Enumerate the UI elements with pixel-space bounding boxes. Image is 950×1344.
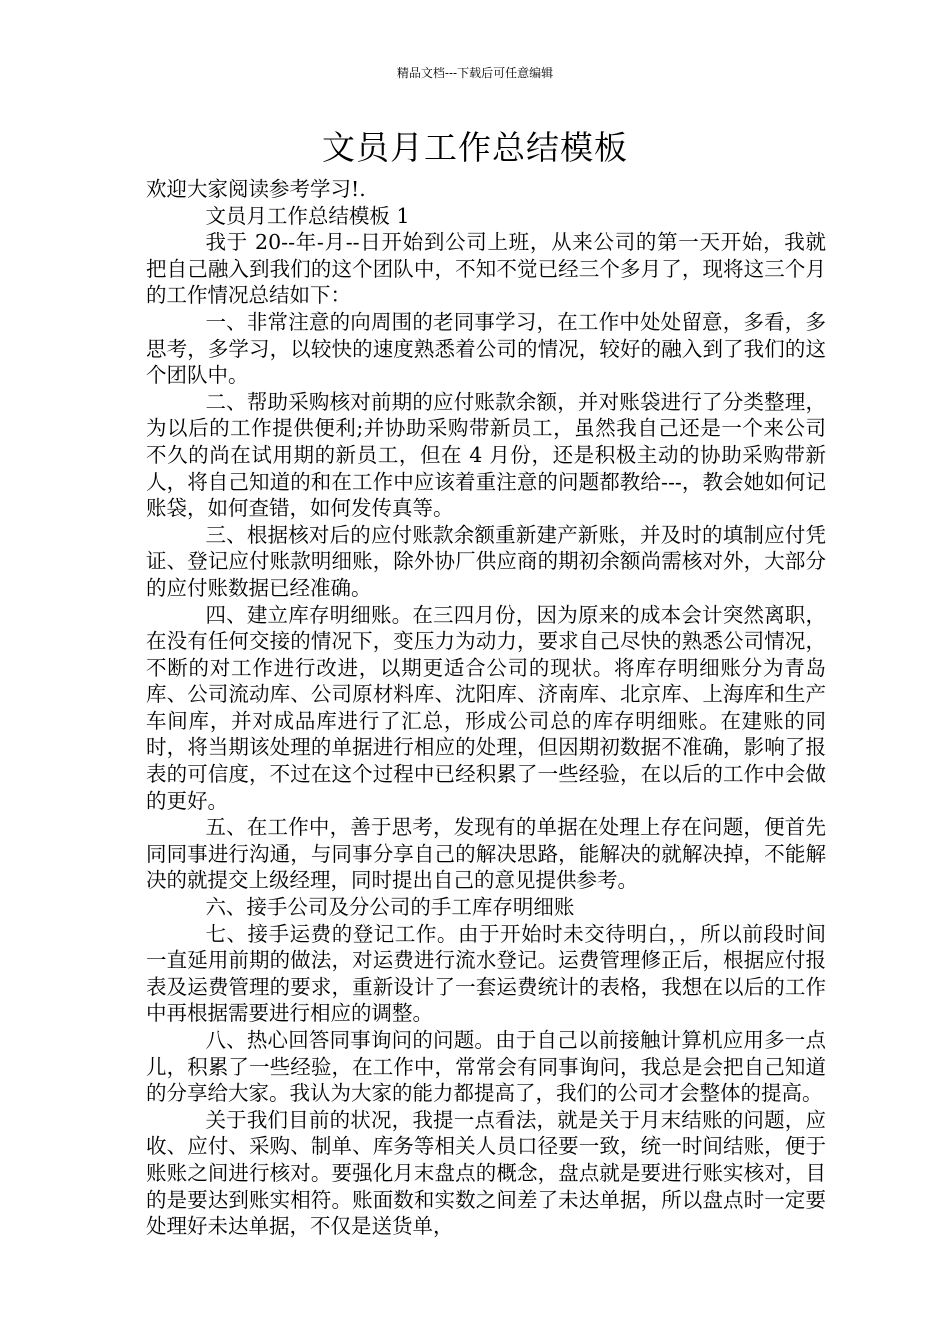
paragraph-opening: 我于 20--年-月--日开始到公司上班，从来公司的第一天开始，我就把自己融入到我们的这个团队中，不知不觉已经三个多月了，现将这三个月的工作情况总结如下： — [146, 230, 826, 308]
page-header: 精品文档---下载后可任意编辑 — [396, 66, 554, 80]
paragraph-item-6: 六、接手公司及分公司的手工库存明细账 — [205, 895, 575, 920]
document-title: 文员月工作总结模板 — [322, 128, 628, 167]
document-body — [146, 176, 826, 1240]
paragraph-item-2: 二、帮助采购核对前期的应付账款余额，并对账袋进行了分类整理，为以后的工作提供便利;并协助采购带新员工，虽然我自己还是一个来公司不久的尚在试用期的新员工，但在 4 月份，还是积极主动的协助采购带新人，将自己知道的和在工作中应该着重注意的问题都教给---，教会她如何记账袋，如何查错，如何发传真等。 — [146, 389, 826, 521]
paragraph-item-8: 八、热心回答同事询问的问题。由于自己以前接触计算机应用多一点儿，积累了一些经验，在工作中，常常会有同事询问，我总是会把自己知道的分享给大家。我认为大家的能力都提高了，我们的公司才会整体的提高。 — [146, 1028, 826, 1106]
intro-line: 欢迎大家阅读参考学习!. — [146, 177, 366, 201]
paragraph-item-4: 四、建立库存明细账。在三四月份，因为原来的成本会计突然离职，在没有任何交接的情况下，变压力为动力，要求自己尽快的熟悉公司情况，不断的对工作进行改进，以期更适合公司的现状。将库存明细账分为青岛库、公司流动库、公司原材料库、沈阳库、济南库、北京库、上海库和生产车间库，并对成品库进行了汇总，形成公司总的库存明细账。在建账的同时，将当期该处理的单据进行相应的处理，但因期初数据不准确，影响了报表的可信度，不过在这个过程中已经积累了一些经验，在以后的工作中会做的更好。 — [146, 602, 826, 813]
section-subtitle: 文员月工作总结模板 1 — [205, 203, 410, 228]
paragraph-suggestion: 关于我们目前的状况，我提一点看法，就是关于月末结账的问题，应收、应付、采购、制单、库务等相关人员口径要一致，统一时间结账，便于账账之间进行核对。要强化月末盘点的概念，盘点就是要进行账实核对，目的是要达到账实相符。账面数和实数之间差了未达单据，所以盘点时一定要处理好未达单据，不仅是送货单， — [146, 1107, 826, 1239]
paragraph-item-7: 七、接手运费的登记工作。由于开始时未交待明白，，所以前段时间一直延用前期的做法，对运费进行流水登记。运费管理修正后，根据应付报表及运费管理的要求，重新设计了一套运费统计的表格，我想在以后的工作中再根据需要进行相应的调整。 — [146, 921, 826, 1026]
paragraph-item-1: 一、非常注意的向周围的老同事学习，在工作中处处留意，多看，多思考，多学习，以较快的速度熟悉着公司的情况，较好的融入到了我们的这个团队中。 — [146, 309, 826, 388]
paragraph-item-5: 五、在工作中，善于思考，发现有的单据在处理上存在问题，便首先同同事进行沟通，与同事分享自己的解决思路，能解决的就解决掉，不能解决的就提交上级经理，同时提出自己的意见提供参考。 — [146, 815, 826, 893]
paragraph-item-3: 三、根据核对后的应付账款余额重新建产新账，并及时的填制应付凭证、登记应付账款明细账，除外协厂供应商的期初余额尚需核对外，大部分的应付账数据已经准确。 — [146, 522, 826, 600]
